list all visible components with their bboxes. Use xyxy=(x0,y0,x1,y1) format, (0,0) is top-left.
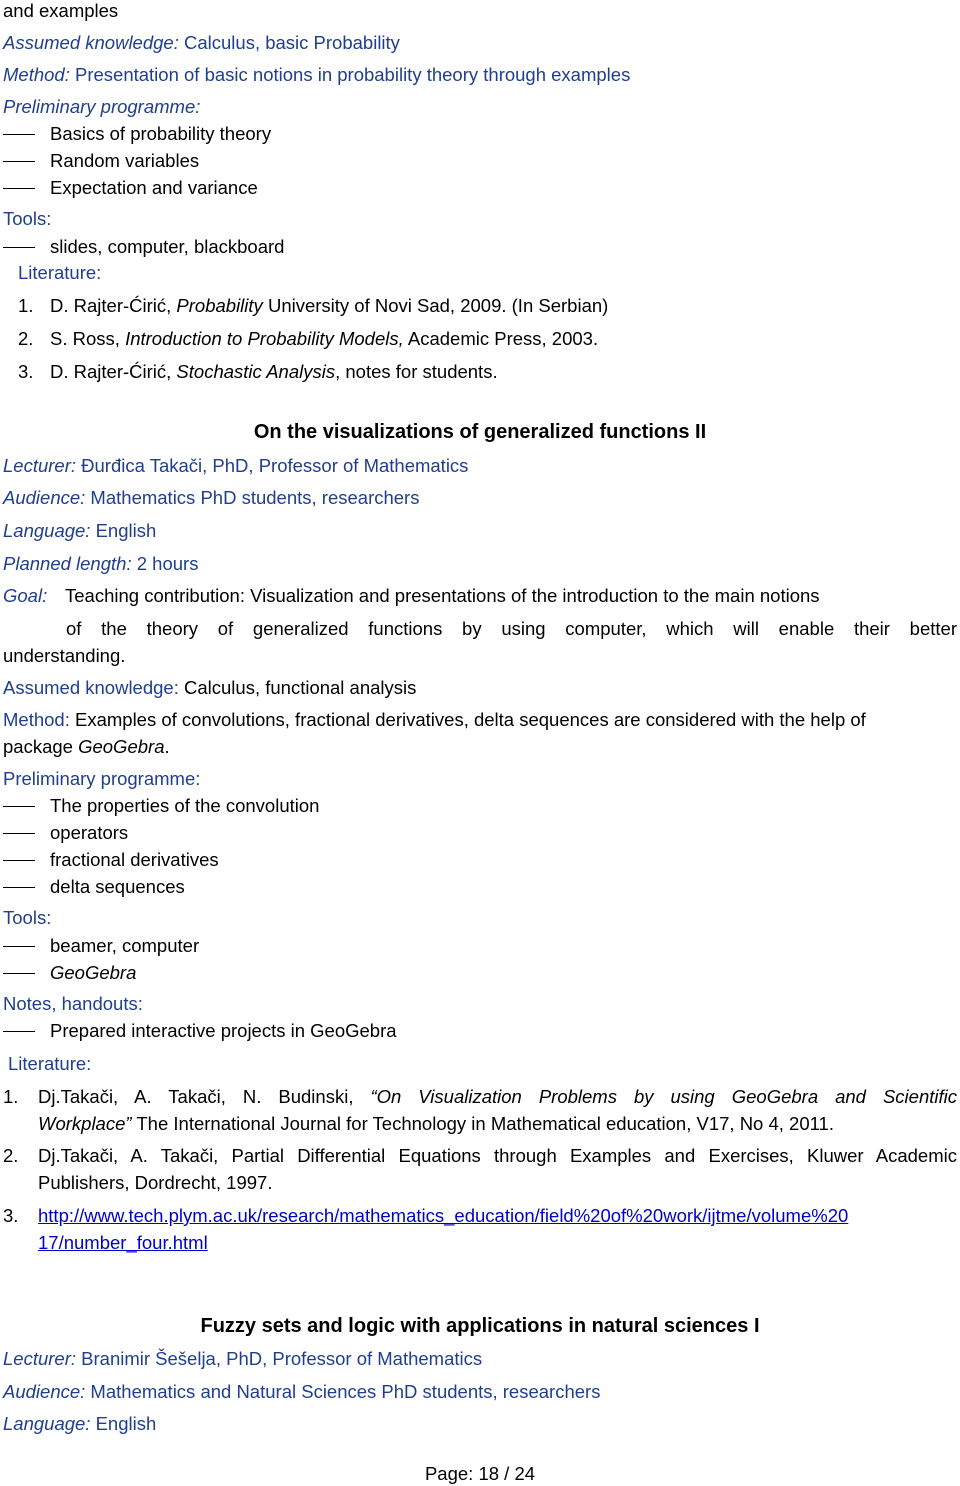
list-item: Expectation and variance xyxy=(50,177,258,198)
list-item: The properties of the convolution xyxy=(50,795,320,816)
lecturer-line: Lecturer: Branimir Šešelja, PhD, Professor of Mathematics xyxy=(3,1348,483,1369)
literature-item: 2. xyxy=(18,328,34,349)
programme-heading xyxy=(3,96,200,118)
dash-bullet xyxy=(3,973,35,974)
list-item: slides, computer, blackboard xyxy=(50,236,285,257)
language-line: Language: English xyxy=(3,520,157,541)
literature-item: 3. xyxy=(18,361,34,382)
field-label: Method: xyxy=(3,64,70,85)
dash-bullet xyxy=(3,134,35,135)
literature-item: 3. xyxy=(3,1205,19,1226)
method-line xyxy=(3,64,630,86)
literature-item: 1. xyxy=(18,295,34,316)
goal-text: Teaching contribution: Visualization and presentations of the introduction to the main notions xyxy=(65,585,820,606)
page-number: Page: 18 / 24 xyxy=(424,1463,536,1484)
dash-bullet xyxy=(3,833,35,834)
literature-link[interactable]: http://www.tech.plym.ac.uk/research/mathematics_education/field%20of%20work/ijtme/volume%20 xyxy=(38,1205,849,1226)
literature-text: Workplace” The International Journal for Technology in Mathematical education, V17, No 4, 2011. xyxy=(38,1113,834,1134)
lecturer-line: Lecturer: Đurđica Takači, PhD, Professor of Mathematics xyxy=(3,455,469,476)
literature-text: Publishers, Dordrecht, 1997. xyxy=(38,1172,273,1193)
list-item: operators xyxy=(50,822,129,843)
dash-bullet xyxy=(3,161,35,162)
programme-heading: Preliminary programme: xyxy=(3,768,201,789)
field-value: Presentation of basic notions in probability theory through examples xyxy=(69,64,631,85)
literature-text: D. Rajter-Ćirić, Stochastic Analysis, notes for students. xyxy=(50,361,498,382)
literature-heading: Literature: xyxy=(8,1053,92,1074)
dash-bullet xyxy=(3,247,35,248)
goal-label: Goal: xyxy=(3,585,48,606)
literature-item: 1. xyxy=(3,1086,19,1107)
list-item: delta sequences xyxy=(50,876,185,897)
assumed-knowledge-line xyxy=(3,32,400,54)
list-item: GeoGebra xyxy=(50,962,137,983)
field-label: Assumed knowledge: xyxy=(3,32,179,53)
goal-text: of the theory of generalized functions by using computer, which will enable their better xyxy=(66,618,957,639)
course-title: Fuzzy sets and logic with applications in natural sciences I xyxy=(200,1315,760,1337)
assumed-knowledge-line: Assumed knowledge: Calculus, functional analysis xyxy=(3,677,417,698)
notes-heading: Notes, handouts: xyxy=(3,993,143,1014)
field-value: Calculus, basic Probability xyxy=(178,32,400,53)
length-line: Planned length: 2 hours xyxy=(3,553,199,574)
continued-text: and examples xyxy=(3,0,119,21)
language-line: Language: English xyxy=(3,1413,157,1434)
dash-bullet xyxy=(3,887,35,888)
literature-heading: Literature: xyxy=(18,262,102,283)
literature-link[interactable]: 17/number_four.html xyxy=(38,1232,208,1253)
dash-bullet xyxy=(3,188,35,189)
dash-bullet xyxy=(3,946,35,947)
list-item: Random variables xyxy=(50,150,200,171)
dash-bullet xyxy=(3,1031,35,1032)
literature-text: D. Rajter-Ćirić, Probability University of Novi Sad, 2009. (In Serbian) xyxy=(50,295,609,316)
literature-text: Dj.Takači, A. Takači, Partial Differential Equations through Examples and Exercises, Kluwer Academic xyxy=(38,1145,957,1166)
list-item: beamer, computer xyxy=(50,935,200,956)
method-line: Method: Examples of convolutions, fractional derivatives, delta sequences are considered with the help of xyxy=(3,709,866,730)
literature-item: 2. xyxy=(3,1145,19,1166)
dash-bullet xyxy=(3,860,35,861)
audience-line: Audience: Mathematics PhD students, researchers xyxy=(3,487,420,508)
list-item: Prepared interactive projects in GeoGebra xyxy=(50,1020,397,1041)
audience-line: Audience: Mathematics and Natural Sciences PhD students, researchers xyxy=(3,1381,601,1402)
tools-heading: Tools: xyxy=(3,208,52,229)
list-item: Basics of probability theory xyxy=(50,123,272,144)
dash-bullet xyxy=(3,806,35,807)
method-line: package GeoGebra. xyxy=(3,736,170,757)
list-item: fractional derivatives xyxy=(50,849,219,870)
field-label: Preliminary programme: xyxy=(3,96,201,117)
goal-text: understanding. xyxy=(3,645,126,666)
tools-heading: Tools: xyxy=(3,907,52,928)
course-title: On the visualizations of generalized functions II xyxy=(253,421,707,443)
literature-text: S. Ross, Introduction to Probability Models, Academic Press, 2003. xyxy=(50,328,599,349)
literature-text: Dj.Takači, A. Takači, N. Budinski, “On Visualization Problems by using GeoGebra and Scientific xyxy=(38,1086,957,1107)
